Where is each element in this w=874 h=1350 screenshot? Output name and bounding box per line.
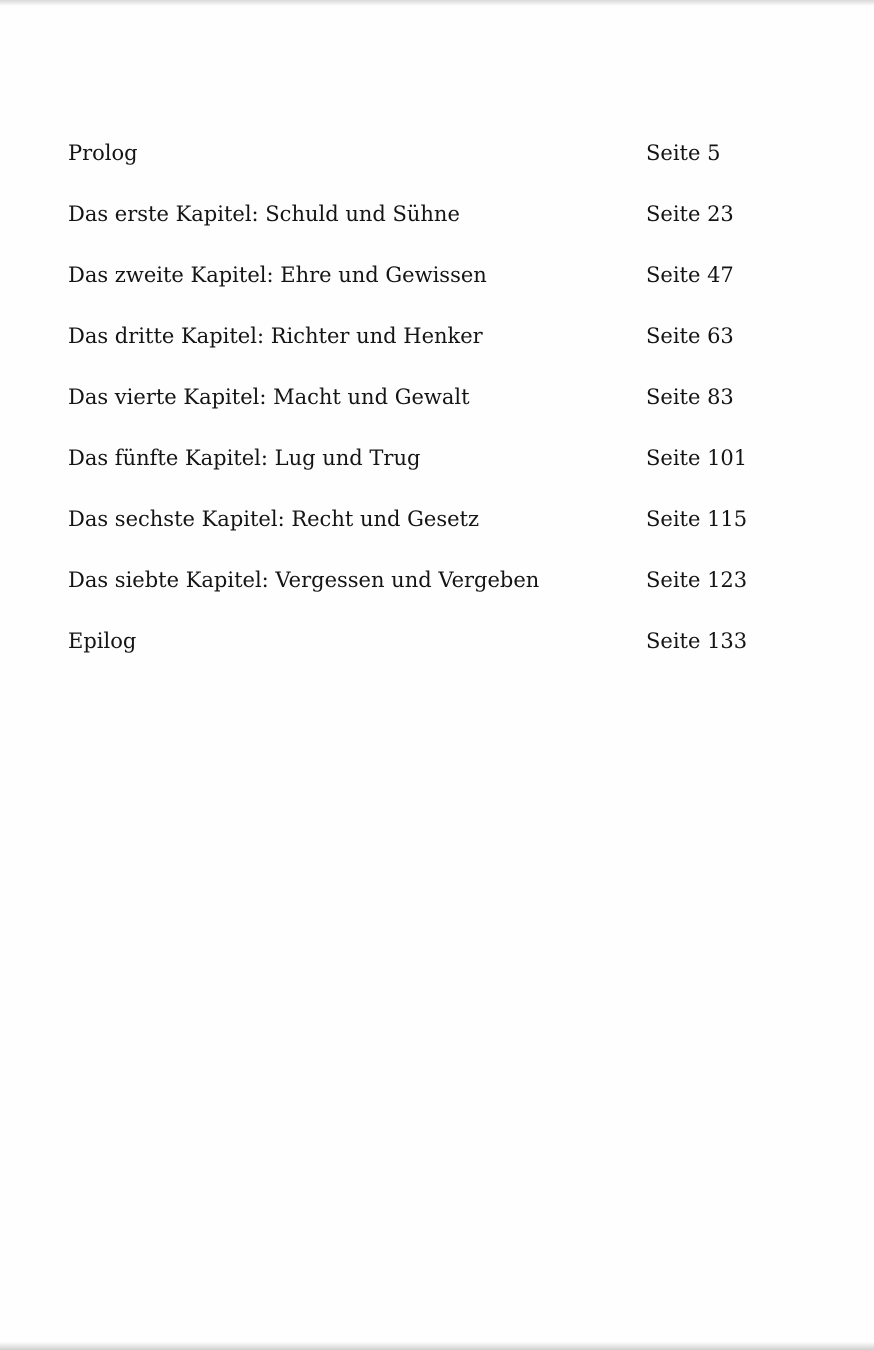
toc-entry-chapter-7 (68, 560, 748, 621)
toc-entry-chapter-2 (68, 255, 748, 316)
toc-entry-chapter-6 (68, 499, 748, 560)
toc-entry-title: Das dritte Kapitel: Richter und Henker (68, 324, 483, 348)
toc-entry-prolog (68, 133, 748, 194)
toc-entry-chapter-3 (68, 316, 748, 377)
toc-entry-title: Das siebte Kapitel: Vergessen und Vergeben (68, 568, 540, 592)
toc-entry-page: Seite 83 (646, 385, 734, 409)
page-bottom-edge (0, 1342, 874, 1350)
toc-entry-epilog (68, 621, 748, 682)
toc-entry-title: Das fünfte Kapitel: Lug und Trug (68, 446, 421, 470)
page-top-edge (0, 0, 874, 6)
toc-entry-title: Das vierte Kapitel: Macht und Gewalt (68, 385, 470, 409)
toc-entry-title: Epilog (68, 629, 137, 653)
toc-entry-title: Das erste Kapitel: Schuld und Sühne (68, 202, 460, 226)
toc-entry-page: Seite 23 (646, 202, 734, 226)
toc-entry-page: Seite 123 (646, 568, 748, 592)
toc-entry-page: Seite 5 (646, 141, 721, 165)
toc-entry-page: Seite 133 (646, 629, 748, 653)
toc-entry-page: Seite 63 (646, 324, 734, 348)
toc-entry-title: Das zweite Kapitel: Ehre und Gewissen (68, 263, 487, 287)
toc-entry-title: Prolog (68, 141, 138, 165)
toc-entry-title: Das sechste Kapitel: Recht und Gesetz (68, 507, 480, 531)
toc-entry-page: Seite 101 (646, 446, 748, 470)
toc-entry-chapter-4 (68, 377, 748, 438)
toc-entry-chapter-5 (68, 438, 748, 499)
toc-entry-page: Seite 115 (646, 507, 748, 531)
toc-entry-chapter-1 (68, 194, 748, 255)
table-of-contents (68, 133, 748, 682)
toc-entry-page: Seite 47 (646, 263, 734, 287)
